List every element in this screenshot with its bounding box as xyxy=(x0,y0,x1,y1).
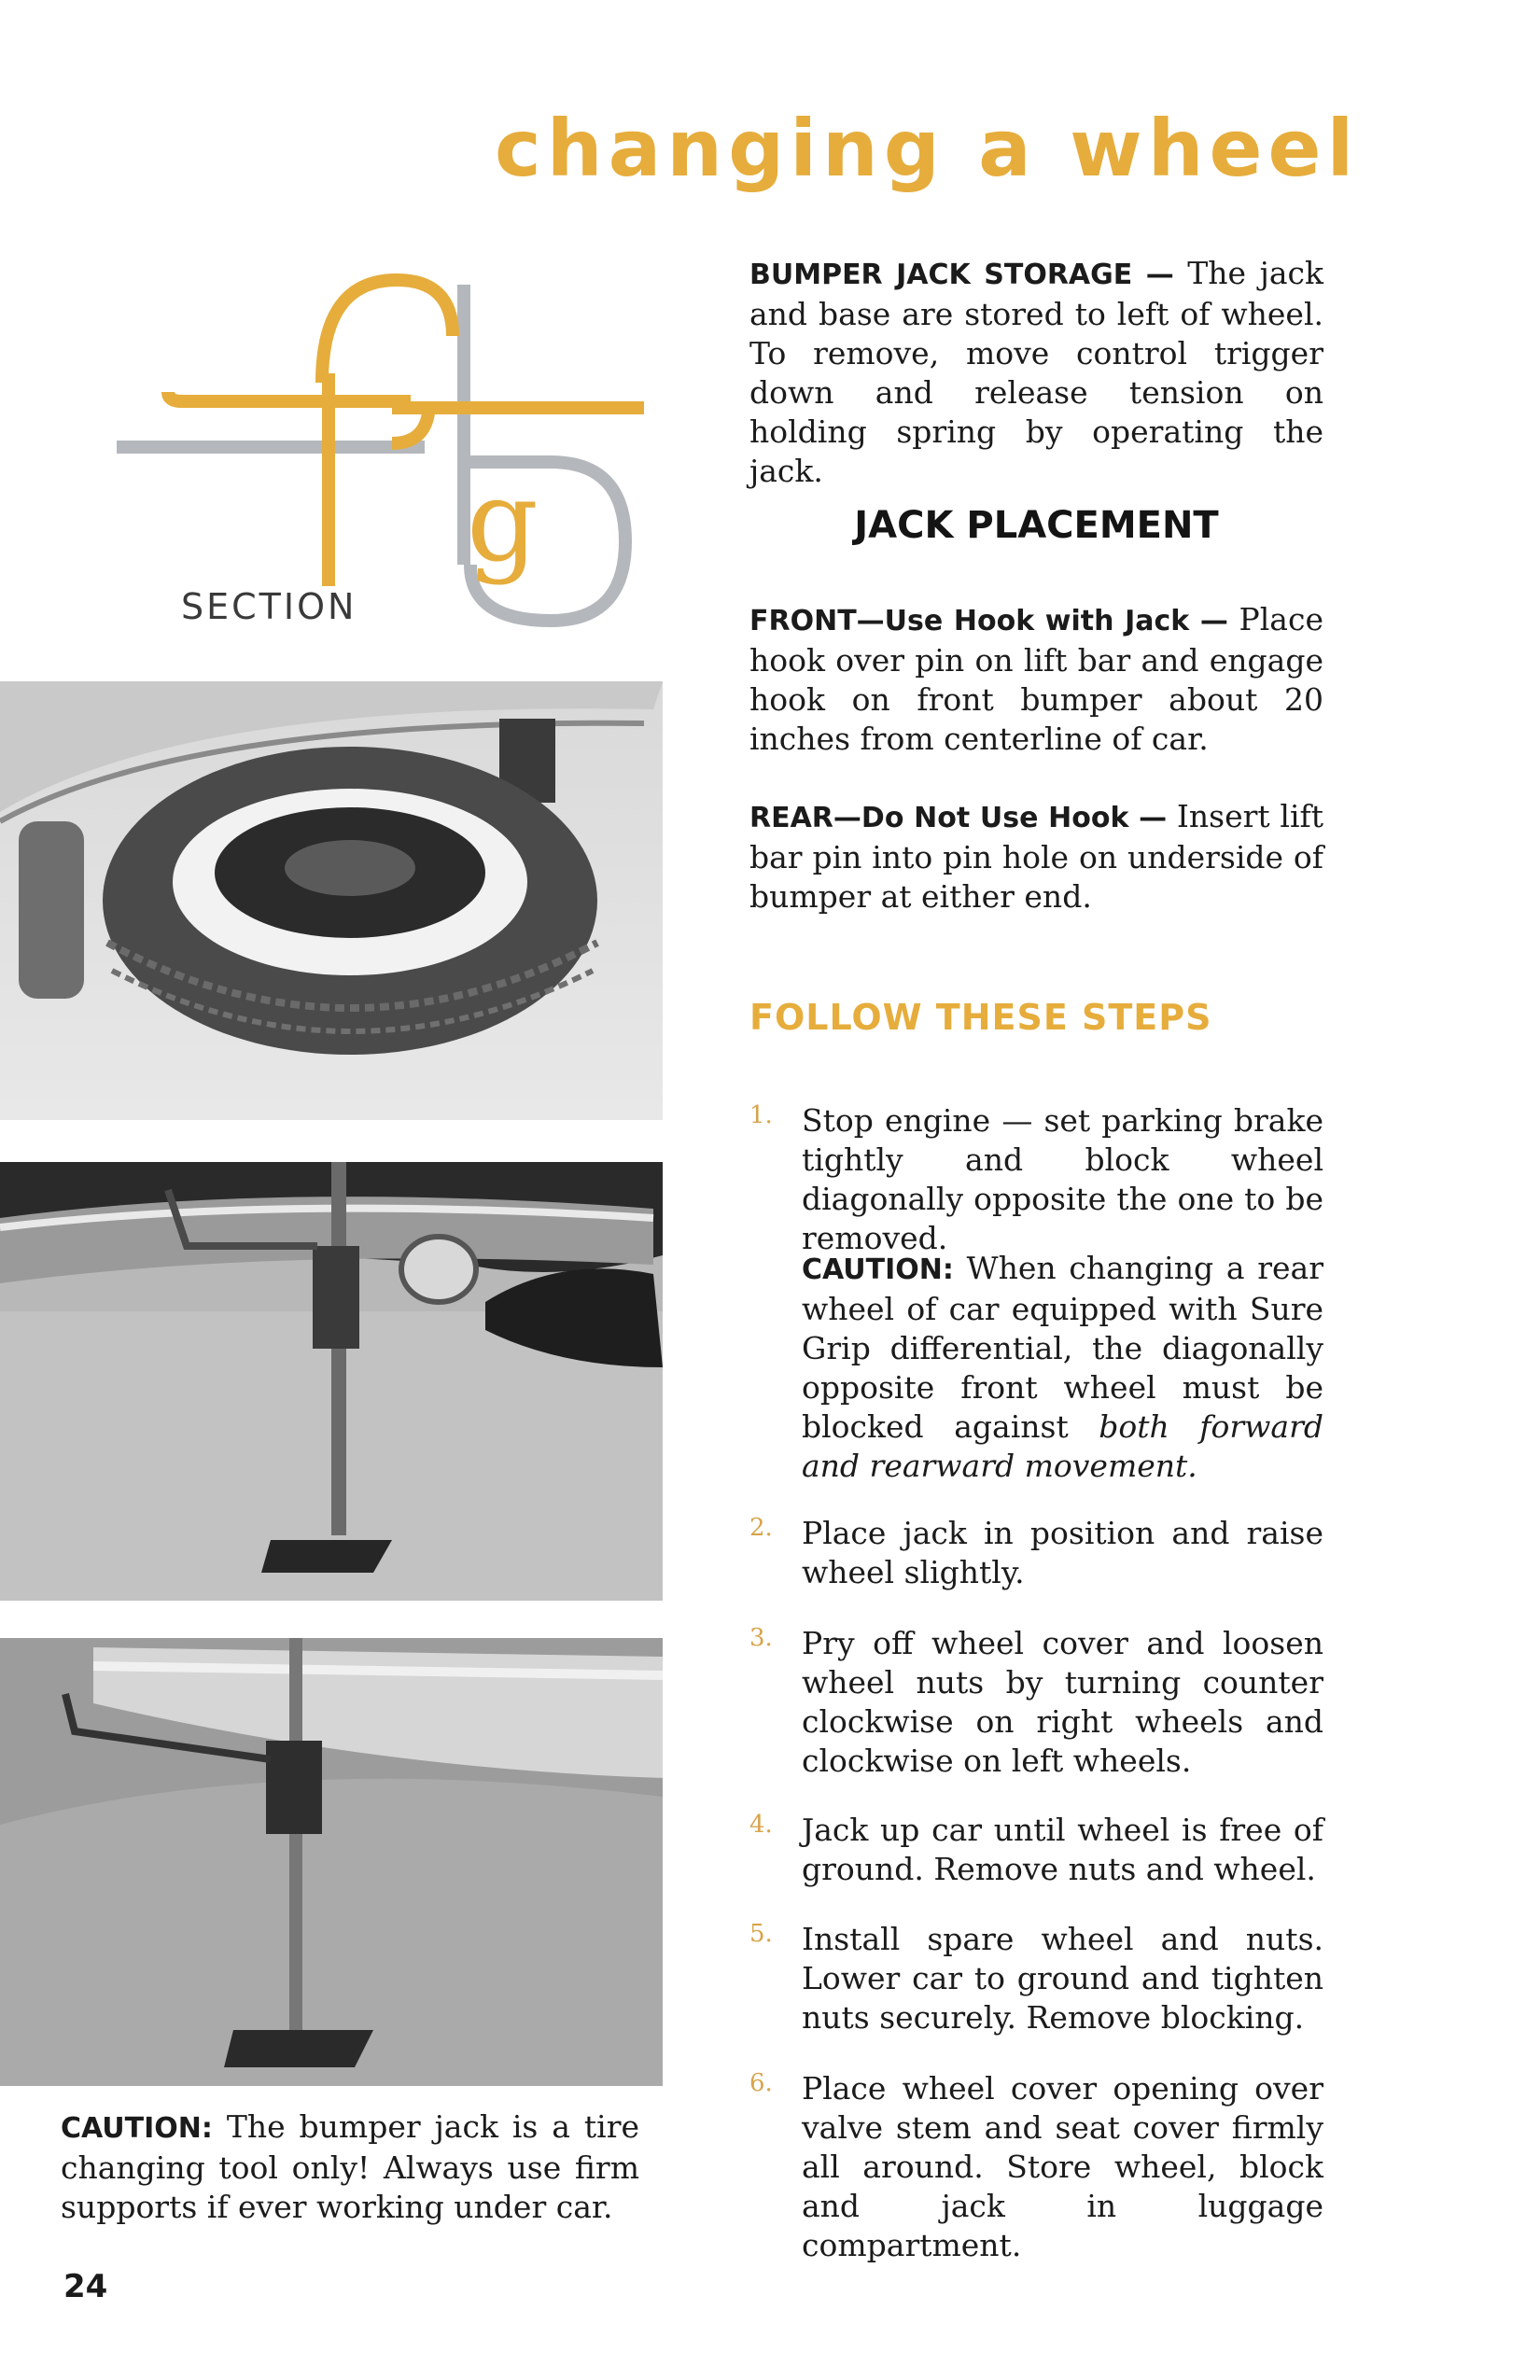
step-number: 1. xyxy=(749,1101,773,1129)
step-number: 2. xyxy=(749,1514,773,1542)
caption-text: The bumper jack is a tire changing tool only! Always use firm supports if ever working under car. xyxy=(61,2108,639,2225)
step-item xyxy=(749,1101,1323,1258)
caption-lead: CAUTION: xyxy=(61,2112,213,2145)
step-text: Jack up car until wheel is free of ground. Remove nuts and wheel. xyxy=(802,1812,1323,1887)
spare-tire-photo xyxy=(0,681,663,1120)
section-emblem-graphic xyxy=(84,261,644,635)
section-emblem xyxy=(84,261,644,635)
front-placement-paragraph xyxy=(749,600,1323,759)
caution-text: When changing a rear wheel of car equipped with Sure Grip differential, the diagonally opposite front wheel must be blocked against xyxy=(802,1250,1323,1445)
step-item xyxy=(749,1514,1323,1592)
step-number: 3. xyxy=(749,1624,773,1652)
section-label: SECTION xyxy=(177,586,360,627)
page-title: changing a wheel xyxy=(495,103,1360,194)
steps-heading: FOLLOW THESE STEPS xyxy=(749,997,1212,1038)
page-number: 24 xyxy=(63,2268,108,2305)
step-text: Place jack in position and raise wheel slightly. xyxy=(802,1515,1323,1590)
front-lead: FRONT—Use Hook with Jack — xyxy=(749,605,1228,637)
step-text: Stop engine — set parking brake tightly and block wheel diagonally opposite the one to be removed. xyxy=(802,1102,1323,1256)
step-item xyxy=(749,2069,1323,2265)
step-number: 6. xyxy=(749,2069,773,2097)
step-item xyxy=(749,1624,1323,1781)
jack-caution-caption xyxy=(61,2107,639,2227)
storage-paragraph xyxy=(749,254,1323,491)
storage-text: The jack and base are stored to left of wheel. To remove, move control trigger down and release tension on holding spring by operating the jack. xyxy=(749,255,1323,489)
rear-text: Insert lift bar pin into pin hole on underside of bumper at either end. xyxy=(749,798,1323,915)
rear-jack-photo xyxy=(0,1638,663,2086)
jack-placement-heading: JACK PLACEMENT xyxy=(854,504,1219,547)
caution-lead: CAUTION: xyxy=(802,1253,954,1286)
step-text: Install spare wheel and nuts. Lower car to ground and tighten nuts securely. Remove blocking. xyxy=(802,1921,1323,2036)
sure-grip-caution xyxy=(749,1249,1323,1486)
storage-lead: BUMPER JACK STORAGE — xyxy=(749,259,1174,291)
step-text: Pry off wheel cover and loosen wheel nuts by turning counter clockwise on right wheels and clockwise on left wheels. xyxy=(802,1625,1323,1779)
step-text: Place wheel cover opening over valve stem and seat cover firmly all around. Store wheel, block and jack in luggage compartment. xyxy=(802,2070,1323,2263)
rear-placement-paragraph xyxy=(749,797,1323,917)
step-number: 5. xyxy=(749,1920,773,1948)
front-text: Place hook over pin on lift bar and engage hook on front bumper about 20 inches from centerline of car. xyxy=(749,601,1323,757)
step-number: 4. xyxy=(749,1811,773,1839)
step-item xyxy=(749,1920,1323,2037)
rear-lead: REAR—Do Not Use Hook — xyxy=(749,802,1168,834)
front-jack-photo xyxy=(0,1162,663,1601)
step-item xyxy=(749,1811,1323,1889)
caution-italic: both forward and rearward movement. xyxy=(802,1408,1323,1484)
section-letter: g xyxy=(467,457,539,587)
